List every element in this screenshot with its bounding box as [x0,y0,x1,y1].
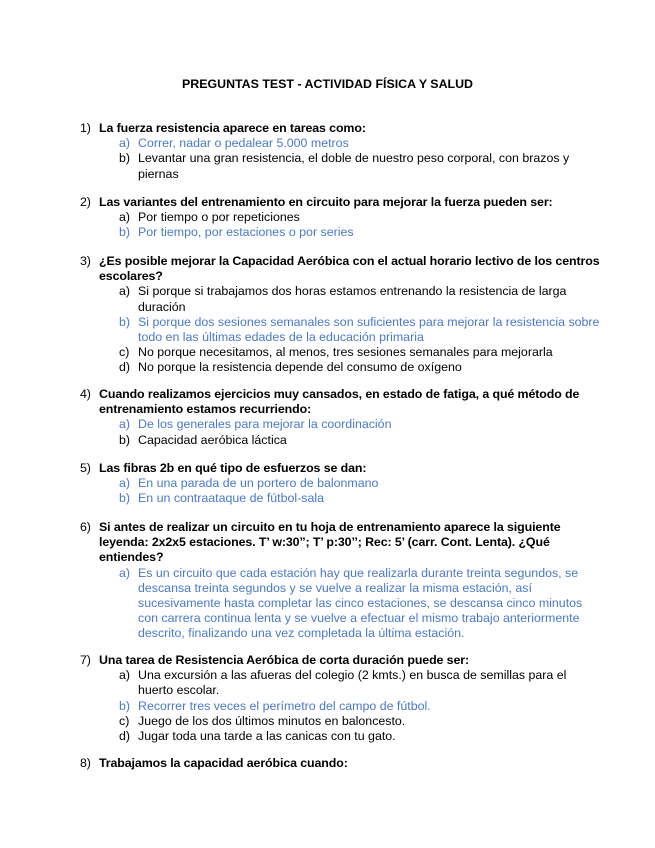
option-letter: d) [119,729,131,744]
question-5 [80,461,600,507]
question-8 [80,756,600,771]
option-text: No porque necesitamos, al menos, tres sesiones semanales para mejorarla [138,345,553,360]
question-header [80,121,600,136]
question-6 [80,520,600,642]
option-text: Si porque si trabajamos dos horas estamos entrenando la resistencia de larga duración [138,284,567,314]
option-letter: a) [119,284,131,299]
answer-option [80,151,600,181]
answer-option [80,699,600,714]
question-header [80,653,600,668]
option-text: Una excursión a las afueras del colegio (2 kmts.) en busca de semillas para el huerto escolar. [138,668,567,698]
answer-options [80,417,600,447]
answer-option [80,360,600,375]
option-text: Por tiempo o por repeticiones [138,210,300,225]
question-3 [80,254,600,376]
question-number: 2) [80,195,91,209]
answer-options [80,136,600,182]
answer-options [80,210,600,240]
question-header [80,461,600,476]
question-text: Si antes de realizar un circuito en tu hoja de entrenamiento aparece la siguiente leyenda: 2x2x5 estaciones. T’ w:30”; T’ p:30’’; Rec: 5’ (carr. Cont. Lenta). ¿Qué entiendes? [99,520,561,565]
option-letter: a) [119,476,131,491]
answer-option [80,345,600,360]
question-1 [80,121,600,182]
option-text: Si porque dos sesiones semanales son suficientes para mejorar la resistencia sobre todo en las últimas edades de la educación primaria [138,314,600,345]
question-text: Cuando realizamos ejercicios muy cansados, en estado de fatiga, a qué método de entrenamiento estamos recurriendo: [99,387,580,417]
option-text: No porque la resistencia depende del consumo de oxígeno [138,360,462,375]
answer-option [80,729,600,744]
question-number: 8) [80,756,91,770]
answer-option [80,417,600,432]
question-number: 7) [80,653,91,667]
question-text: Las variantes del entrenamiento en circuito para mejorar la fuerza pueden ser: [99,195,553,209]
option-letter: c) [119,713,130,728]
option-letter: d) [119,360,131,375]
option-letter: b) [119,491,131,506]
question-4 [80,387,600,448]
answer-option [80,225,600,240]
answer-option [80,491,600,506]
answer-option [80,315,600,345]
option-letter: b) [119,698,131,713]
answer-option [80,668,600,698]
option-text: Recorrer tres veces el perímetro del campo de fútbol. [138,698,431,713]
option-letter: b) [119,432,131,447]
option-text: En un contraataque de fútbol-sala [138,491,324,506]
answer-options [80,566,600,642]
option-letter: a) [119,136,131,151]
answer-options [80,476,600,506]
question-text: Una tarea de Resistencia Aeróbica de corta duración puede ser: [99,653,470,667]
question-text: Las fibras 2b en qué tipo de esfuerzos se dan: [99,461,367,475]
answer-option [80,284,600,314]
option-letter: b) [119,314,131,329]
answer-option [80,433,600,448]
question-header [80,387,600,417]
option-text: En una parada de un portero de balonmano [138,476,379,491]
option-text: Jugar toda una tarde a las canicas con tu gato. [138,729,396,744]
question-number: 4) [80,387,91,401]
answer-option [80,476,600,491]
option-letter: c) [119,345,130,360]
question-header [80,756,600,771]
option-text: Juego de los dos últimos minutos en baloncesto. [138,713,406,728]
answer-options [80,668,600,744]
question-2 [80,195,600,241]
question-number: 3) [80,254,91,268]
option-text: Levantar una gran resistencia, el doble de nuestro peso corporal, con brazos y piernas [138,151,570,181]
question-number: 5) [80,461,91,475]
option-letter: a) [119,417,131,432]
option-letter: a) [119,565,131,580]
answer-options [80,284,600,375]
option-text: Por tiempo, por estaciones o por series [138,225,354,240]
question-text: La fuerza resistencia aparece en tareas como: [99,121,366,135]
page-title: PREGUNTAS TEST - ACTIVIDAD FÍSICA Y SALUD [182,77,473,91]
question-number: 6) [80,520,91,534]
option-text: Es un circuito que cada estación hay que realizarla durante treinta segundos, se descansa treinta segundos y se vuelve a realizar la misma estación, así sucesivamente hasta completar las cinco estaciones, se descansa cinco minutos con carrera continua lenta y se vuelve a efectuar el mismo trabajo anteriormente descrito, finalizando una vez completada la última estación. [138,565,583,641]
option-letter: a) [119,668,131,683]
option-letter: a) [119,210,131,225]
option-letter: b) [119,225,131,240]
option-text: Capacidad aeróbica láctica [138,432,287,447]
question-header [80,195,600,210]
option-text: Correr, nadar o pedalear 5.000 metros [138,136,349,151]
question-number: 1) [80,121,91,135]
question-text: Trabajamos la capacidad aeróbica cuando: [99,756,348,770]
question-7 [80,653,600,744]
question-text: ¿Es posible mejorar la Capacidad Aeróbica con el actual horario lectivo de los centros escolares? [99,254,600,284]
answer-option [80,136,600,151]
answer-option [80,566,600,642]
option-text: De los generales para mejorar la coordinación [138,417,392,432]
question-header [80,254,600,284]
answer-option [80,210,600,225]
option-letter: b) [119,151,131,166]
answer-option [80,714,600,729]
question-header [80,520,600,566]
